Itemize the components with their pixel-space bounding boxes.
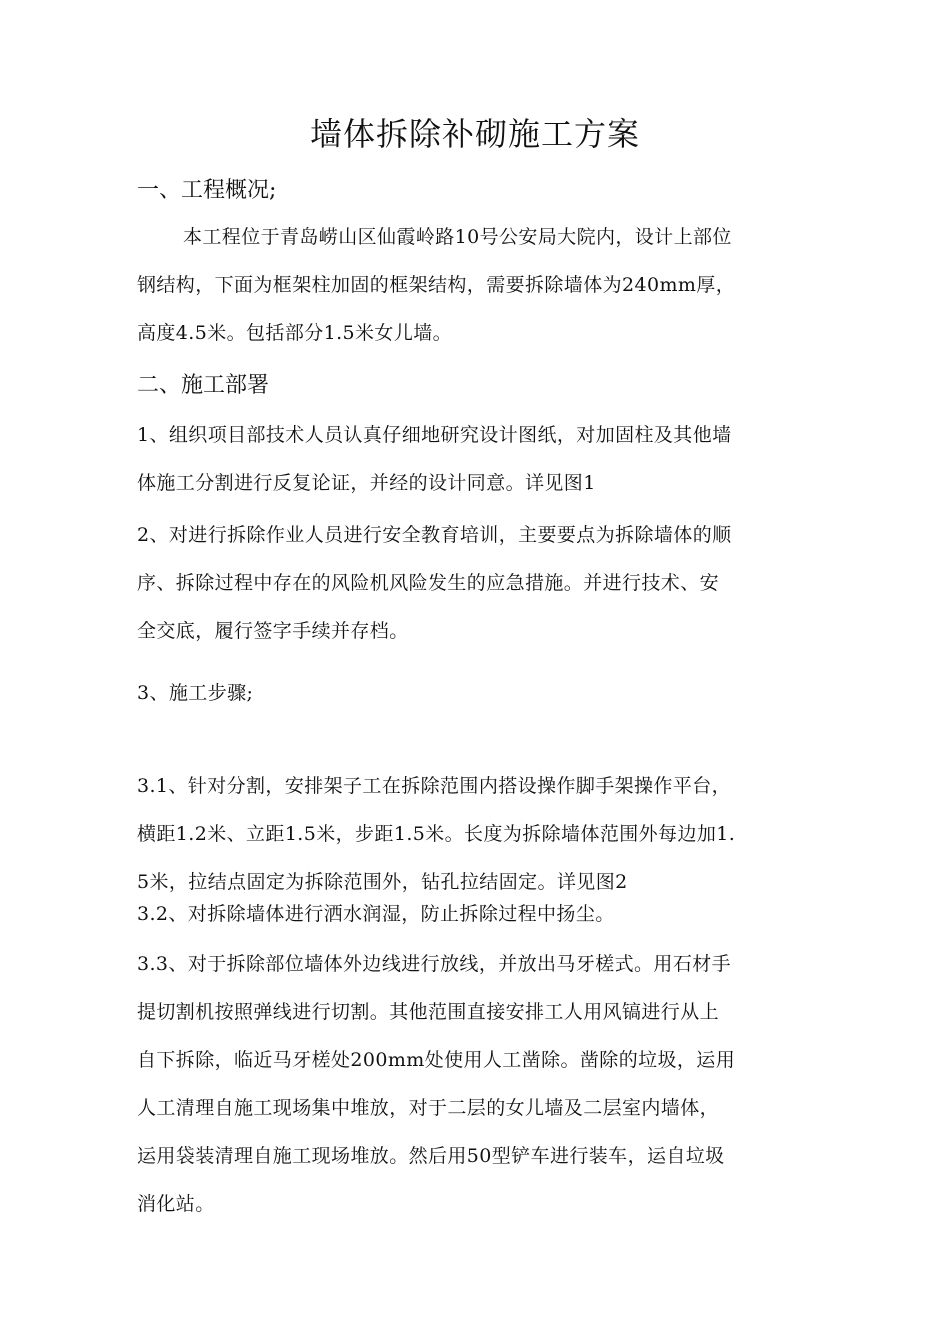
paragraph-line: 消化站。 <box>137 1193 215 1215</box>
paragraph-line: 5米，拉结点固定为拆除范围外，钻孔拉结固定。详见图2 <box>137 871 628 893</box>
paragraph-line: 自下拆除，临近马牙槎处200mm处使用人工凿除。凿除的垃圾，运用 <box>137 1049 736 1071</box>
document-title: 墙体拆除补砌施工方案 <box>309 115 640 153</box>
paragraph-line: 横距1.2米、立距1.5米，步距1.5米。长度为拆除墙体范围外每边加1. <box>137 823 736 845</box>
paragraph-line: 3.2、对拆除墙体进行洒水润湿，防止拆除过程中扬尘。 <box>137 903 615 925</box>
paragraph-line: 提切割机按照弹线进行切割。其他范围直接安排工人用风镐进行从上 <box>137 1001 720 1023</box>
paragraph-line: 人工清理自施工现场集中堆放，对于二层的女儿墙及二层室内墙体， <box>137 1097 720 1119</box>
step-3-2 <box>137 890 827 938</box>
paragraph-line: 本工程位于青岛崂山区仙霞岭路10号公安局大院内，设计上部位 <box>183 226 732 248</box>
deployment-item-2 <box>137 511 827 655</box>
paragraph-line: 序、拆除过程中存在的风险机风险发生的应急措施。并进行技术、安 <box>137 572 720 594</box>
step-3-1 <box>137 762 827 906</box>
section-heading-deployment: 二、施工部署 <box>137 373 270 398</box>
paragraph-line: 体施工分割进行反复论证，并经的设计同意。详见图1 <box>137 472 596 494</box>
deployment-item-3 <box>137 669 827 717</box>
paragraph-line: 3.3、对于拆除部位墙体外边线进行放线，并放出马牙槎式。用石材手 <box>137 953 732 975</box>
overview-paragraph <box>137 213 827 357</box>
paragraph-line: 1、组织项目部技术人员认真仔细地研究设计图纸，对加固柱及其他墙 <box>137 424 732 446</box>
deployment-item-1 <box>137 411 827 507</box>
paragraph-line: 全交底，履行签字手续并存档。 <box>137 620 409 642</box>
step-3-3 <box>137 940 827 1228</box>
paragraph-line: 高度4.5米。包括部分1.5米女儿墙。 <box>137 322 453 344</box>
paragraph-line: 3.1、针对分割，安排架子工在拆除范围内搭设操作脚手架操作平台， <box>137 775 732 797</box>
paragraph-line: 钢结构，下面为框架柱加固的框架结构，需要拆除墙体为240mm厚， <box>137 274 736 296</box>
section-heading-overview: 一、工程概况; <box>137 178 277 203</box>
paragraph-line: 运用袋装清理自施工现场堆放。然后用50型铲车进行装车，运自垃圾 <box>137 1145 725 1167</box>
paragraph-line: 3、施工步骤; <box>137 682 254 704</box>
paragraph-line: 2、对进行拆除作业人员进行安全教育培训，主要要点为拆除墙体的顺 <box>137 524 732 546</box>
